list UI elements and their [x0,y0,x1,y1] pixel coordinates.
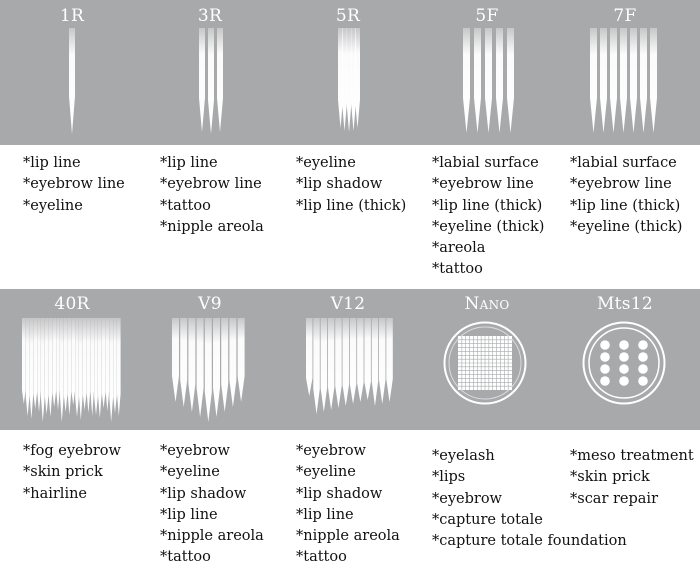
use-item: *capture totale [432,511,543,528]
needle-5f-uses [432,153,544,281]
mts12-cartridge-icon [582,321,666,405]
needle-shaft [26,318,30,416]
use-item: *eyeline [160,464,220,481]
needle-shaft [221,318,228,412]
needle-title-nano: NANO [464,294,510,314]
needle-v12-icon [305,318,395,418]
needle-shaft [49,318,53,417]
needle-dot [638,340,648,350]
needle-shaft [364,318,371,400]
use-item: *eyebrow line [432,176,534,193]
needle-shaft [172,318,179,402]
use-item: *lip shadow [160,485,247,502]
use-item: *eyeline (thick) [432,218,545,235]
needle-shaft [83,318,87,410]
needle-shaft [350,318,357,404]
needle-shaft [180,318,187,407]
needle-title-v9: V9 [198,294,222,314]
needle-title-7f: 7F [613,6,637,26]
needle-shaft [117,318,121,416]
needle-title-1r: 1R [59,6,85,26]
needle-v12-uses [296,441,400,569]
use-item: *lip line (thick) [570,197,681,214]
needle-shaft [87,318,91,413]
needle-mts12-uses [570,446,694,510]
use-item: *eyebrow line [160,176,262,193]
needle-dot [600,340,610,350]
use-item: *tattoo [160,197,211,214]
needle-1r-icon [62,28,82,136]
use-item: *eyebrow [432,490,502,507]
needle-7f-uses [570,153,682,238]
use-item: *eyeline (thick) [570,218,683,235]
needle-shaft [106,318,110,411]
needle-shaft [75,318,79,417]
use-item: *eyeline [23,197,83,214]
needle-dot [600,376,610,386]
needle-dot [638,376,648,386]
needle-shaft [71,318,75,405]
use-item: *areola [432,240,486,257]
needle-3r-icon [196,28,226,136]
needle-dot [600,352,610,362]
needle-shaft [343,318,350,406]
needle-title-3r: 3R [197,6,223,26]
needle-shaft [98,318,102,418]
use-item: *lip line (thick) [432,197,543,214]
needle-shaft [22,318,26,404]
needle-5r-icon [336,28,362,134]
use-item: *lip line (thick) [296,197,407,214]
needle-shaft [102,318,106,408]
use-item: *hairline [23,485,87,502]
needle-shaft [238,318,245,402]
needle-shaft [328,318,335,410]
needle-3r-uses [160,153,264,238]
use-item: *labial surface [570,155,677,171]
use-item: *lip line [160,155,218,171]
needle-5f-icon [461,28,521,136]
needle-title-40r: 40R [54,294,90,314]
use-item: *lip line [23,155,81,171]
needle-40r-uses [23,441,121,505]
needle-shaft [45,318,49,414]
needle-shaft [90,318,94,416]
use-item: *nipple areola [160,218,264,235]
needle-dot [600,364,610,374]
use-item: *tattoo [432,261,483,278]
needle-shaft [37,318,41,412]
nano-cartridge-icon [443,321,527,405]
use-item: *tattoo [160,549,211,566]
use-item: *eyebrow [296,443,366,459]
use-item: *scar repair [570,490,659,507]
use-item: *eyebrow line [570,176,672,193]
needle-shaft [113,318,117,413]
needle-shaft [41,318,45,422]
use-item: *eyebrow [160,443,230,459]
needle-title-5r: 5R [335,6,361,26]
use-item: *skin prick [23,464,103,481]
use-item: *lip line [296,506,354,523]
needle-shaft [372,318,379,406]
use-item: *lip line [160,506,218,523]
needle-shaft [56,318,60,410]
needle-shaft [306,318,313,396]
use-item: *nipple areola [296,528,400,545]
needle-shaft [64,318,68,412]
needle-dot [619,364,629,374]
use-item: *lip shadow [296,485,383,502]
use-item: *eyeline [296,155,356,171]
use-item: *fog eyebrow [23,443,121,459]
needle-shaft [60,318,64,422]
needle-dot [638,352,648,362]
use-item: *labial surface [432,155,539,171]
needle-shaft [335,318,342,408]
needle-5r-uses [296,153,406,217]
needle-shaft [79,318,83,420]
needle-shaft [357,318,364,402]
use-item: *eyebrow line [23,176,125,193]
needle-v9-icon [171,318,247,424]
needle-shaft [386,318,393,402]
use-item: *meso treatment [570,448,694,464]
needle-dot [619,376,629,386]
needle-shaft [33,318,37,409]
needle-shaft [94,318,98,415]
needle-dot [638,364,648,374]
needle-shaft [379,318,386,404]
needle-shaft [52,318,56,407]
needle-shaft [313,318,320,414]
needle-shaft [68,318,72,415]
needle-7f-icon [589,28,663,136]
needle-title-v12: V12 [330,294,366,314]
needle-shaft [213,318,220,417]
use-item: *lips [432,469,466,486]
needle-dot [619,352,629,362]
use-item: *nipple areola [160,528,264,545]
needle-shaft [197,318,204,417]
use-item: *eyeline [296,464,356,481]
use-item: *eyelash [432,448,495,464]
needle-shaft [321,318,328,412]
use-item: *tattoo [296,549,347,566]
needle-40r-icon [21,318,123,424]
needle-title-mts12: Mts12 [596,294,654,314]
needle-dot [619,340,629,350]
needle-title-5f: 5F [475,6,499,26]
use-item: *capture totale foundation [432,533,627,550]
needle-shaft [205,318,212,422]
needle-shaft [109,318,113,422]
needle-shaft [229,318,236,407]
needle-shaft [30,318,34,419]
needle-shaft [188,318,195,412]
needle-v9-uses [160,441,264,569]
needle-1r-uses [23,153,125,217]
use-item: *skin prick [570,469,650,486]
use-item: *lip shadow [296,176,383,193]
